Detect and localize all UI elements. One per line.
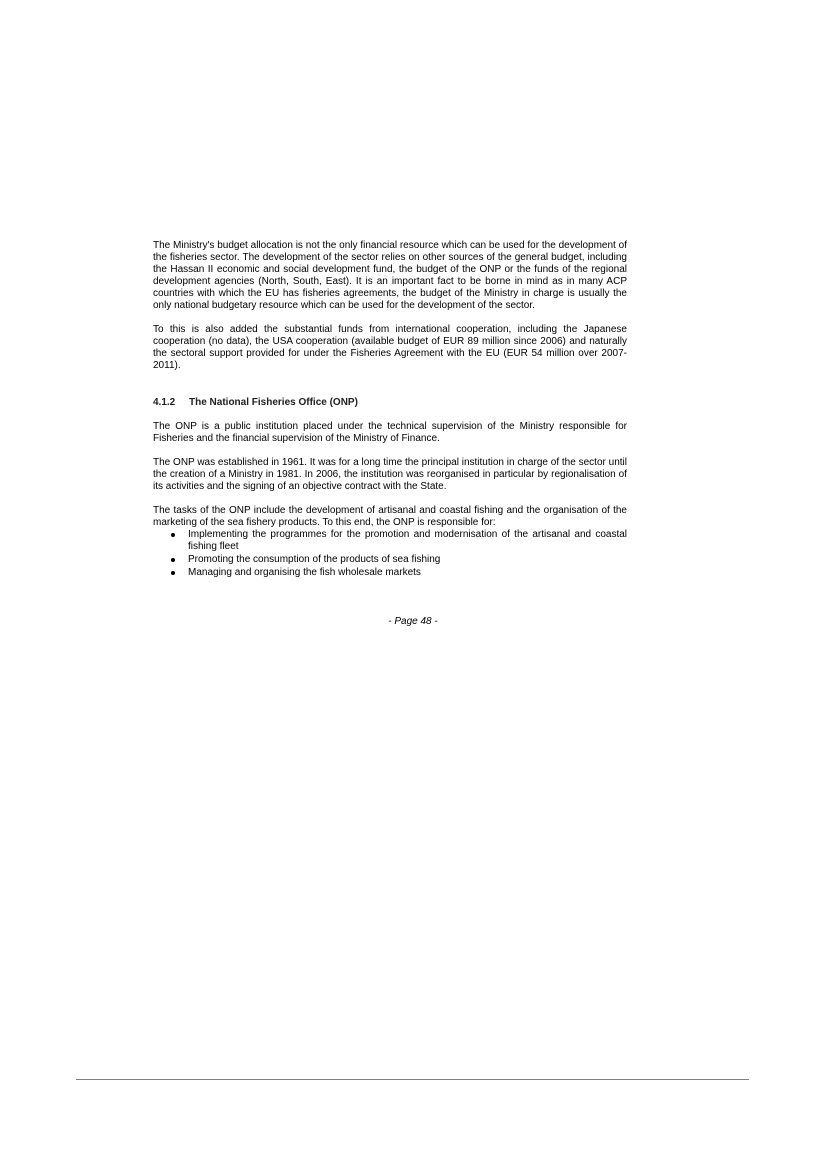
- list-item: [153, 567, 627, 579]
- onp-history-paragraph: The ONP was established in 1961. It was for a long time the principal institution in charge of the sector until the creation of a Ministry in 1981. In 2006, the institution was reorganised in particular by regionalisation of its activities and the signing of an objective contract with the State.: [153, 457, 627, 492]
- onp-supervision-paragraph: The ONP is a public institution placed under the technical supervision of the Ministry responsible for Fisheries and the financial supervision of the Ministry of Finance.: [153, 421, 627, 444]
- document-body: [153, 240, 627, 580]
- onp-tasks-paragraph: The tasks of the ONP include the development of artisanal and coastal fishing and the organisation of the marketing of the sea fishery products. To this end, the ONP is responsible for:: [153, 505, 627, 528]
- international-cooperation-paragraph: To this is also added the substantial funds from international cooperation, including the Japanese cooperation (no data), the USA cooperation (available budget of EUR 89 million since 2006) and naturally the sectoral support provided for under the Fisheries Agreement with the EU (EUR 54 million over 2007-2011).: [153, 324, 627, 371]
- onp-responsibilities-list: [153, 529, 627, 579]
- list-item-text: Implementing the programmes for the promotion and modernisation of the artisanal and coastal fishing fleet: [188, 529, 627, 552]
- section-heading: [153, 397, 627, 409]
- bullet-icon: [171, 558, 175, 562]
- page-number: - Page 48 -: [388, 616, 438, 627]
- list-item: [153, 554, 627, 566]
- bullet-icon: [171, 571, 175, 575]
- section-number: 4.1.2: [153, 397, 176, 408]
- budget-allocation-paragraph: The Ministry's budget allocation is not the only financial resource which can be used for the development of the fisheries sector. The development of the sector relies on other sources of the general budget, including the Hassan II economic and social development fund, the budget of the ONP or the funds of the regional development agencies (North, South, East). It is an important fact to be borne in mind as in many ACP countries with which the EU has fisheries agreements, the budget of the Ministry in charge is usually the only national budgetary resource which can be used for the development of the sector.: [153, 240, 627, 311]
- bullet-icon: [171, 533, 175, 537]
- list-item: [153, 529, 627, 553]
- list-item-text: Promoting the consumption of the products of sea fishing: [188, 554, 441, 565]
- list-item-text: Managing and organising the fish wholesale markets: [188, 567, 421, 578]
- footer-rule: [76, 1079, 749, 1080]
- section-title: The National Fisheries Office (ONP): [189, 397, 358, 408]
